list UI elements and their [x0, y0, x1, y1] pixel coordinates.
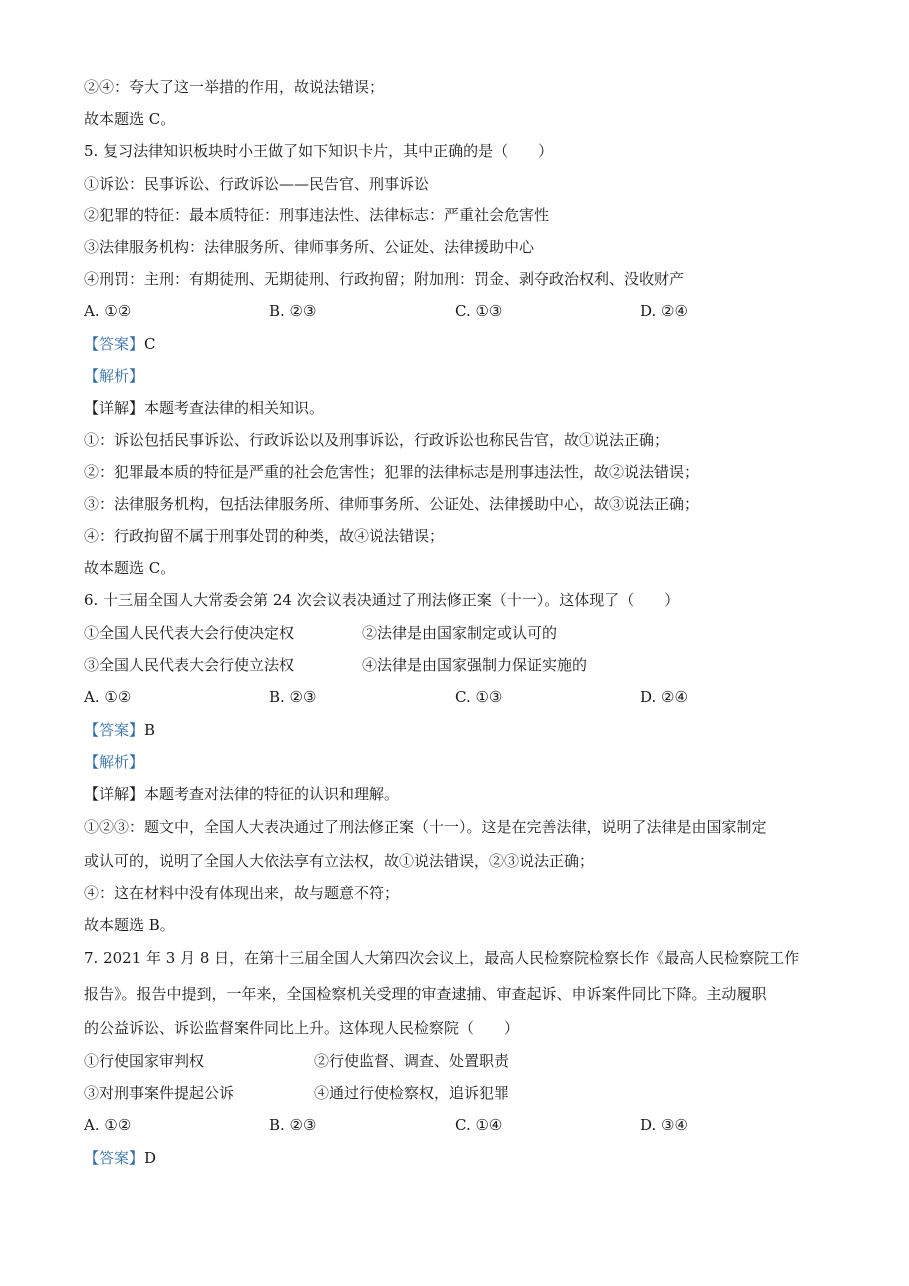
option-b: B. ②③ [269, 1116, 317, 1134]
statement: ②犯罪的特征：最本质特征：刑事违法性、法律标志：严重社会危害性 [84, 206, 550, 224]
explanation: 或认可的，说明了全国人大依法享有立法权，故①说法错误，②③说法正确； [84, 852, 595, 870]
option-c: C. ①④ [455, 1116, 503, 1134]
explanation: ③：法律服务机构，包括法律服务所、律师事务所、公证处、法律援助中心，故③说法正确； [84, 495, 700, 513]
conclusion: 故本题选 C。 [84, 559, 176, 577]
detail-line [84, 398, 324, 418]
explanation: ①：诉讼包括民事诉讼、行政诉讼以及刑事诉讼，行政诉讼也称民告官，故①说法正确； [84, 431, 670, 449]
question-7-stem: 报告》。报告中提到，一年来，全国检察机关受理的审查逮捕、审查起诉、申诉案件同比下降。主动履职 [84, 985, 767, 1003]
text-line: 故本题选 C。 [84, 110, 176, 128]
option-b: B. ②③ [269, 688, 317, 706]
explanation: ④：这在材料中没有体现出来，故与题意不符； [84, 884, 400, 902]
explanation: ①②③：题文中，全国人大表决通过了刑法修正案（十一）。这是在完善法律，说明了法律是由国家制定 [84, 818, 767, 836]
answer-value: C [144, 335, 156, 353]
detail-line [84, 784, 399, 804]
option-a: A. ①② [84, 302, 132, 320]
conclusion: 故本题选 B。 [84, 916, 175, 934]
detail-tag: 【详解】 [84, 399, 145, 417]
question-6-stem: 6. 十三届全国人大常委会第 24 次会议表决通过了刑法修正案（十一）。这体现了（ ） [84, 591, 680, 609]
answer-value: D [144, 1149, 157, 1167]
answer-line [84, 1148, 156, 1168]
statement: ②行使监督、调查、处置职责 [314, 1052, 510, 1070]
answer-tag: 【答案】 [84, 721, 145, 739]
statement: ③对刑事案件提起公诉 [84, 1084, 235, 1102]
answer-tag: 【答案】 [84, 335, 145, 353]
option-c: C. ①③ [455, 302, 503, 320]
detail-text: 本题考查法律的相关知识。 [144, 399, 325, 417]
analysis-tag: 【解析】 [84, 367, 145, 385]
statement: ④刑罚：主刑：有期徒刑、无期徒刑、行政拘留；附加刑：罚金、剥夺政治权利、没收财产 [84, 270, 685, 288]
question-5-stem: 5. 复习法律知识板块时小王做了如下知识卡片，其中正确的是（ ） [84, 142, 554, 160]
detail-tag: 【详解】 [84, 785, 145, 803]
answer-line [84, 334, 156, 354]
statement: ④法律是由国家强制力保证实施的 [362, 656, 588, 674]
explanation: ④：行政拘留不属于刑事处罚的种类，故④说法错误； [84, 527, 445, 545]
option-d: D. ②④ [640, 302, 688, 320]
analysis-tag: 【解析】 [84, 753, 145, 771]
statement: ①诉讼：民事诉讼、行政诉讼——民告官、刑事诉讼 [84, 175, 430, 193]
option-a: A. ①② [84, 1116, 132, 1134]
option-d: D. ③④ [640, 1116, 688, 1134]
option-d: D. ②④ [640, 688, 688, 706]
text-line: ②④：夸大了这一举措的作用，故说法错误； [84, 78, 385, 96]
statement: ①全国人民代表大会行使决定权 [84, 624, 295, 642]
answer-value: B [144, 721, 156, 739]
option-c: C. ①③ [455, 688, 503, 706]
answer-tag: 【答案】 [84, 1149, 145, 1167]
statement: ④通过行使检察权，追诉犯罪 [314, 1084, 510, 1102]
explanation: ②：犯罪最本质的特征是严重的社会危害性；犯罪的法律标志是刑事违法性，故②说法错误； [84, 463, 700, 481]
statement: ③法律服务机构：法律服务所、律师事务所、公证处、法律援助中心 [84, 238, 535, 256]
option-a: A. ①② [84, 688, 132, 706]
option-b: B. ②③ [269, 302, 317, 320]
question-7-stem: 的公益诉讼、诉讼监督案件同比上升。这体现人民检察院（ ） [84, 1019, 520, 1037]
answer-line [84, 720, 155, 740]
statement: ③全国人民代表大会行使立法权 [84, 656, 295, 674]
question-7-stem: 7. 2021 年 3 月 8 日，在第十三届全国人大第四次会议上，最高人民检察院检察长作《最高人民检察院工作 [84, 949, 800, 967]
statement: ②法律是由国家制定或认可的 [362, 624, 558, 642]
statement: ①行使国家审判权 [84, 1052, 205, 1070]
detail-text: 本题考查对法律的特征的认识和理解。 [144, 785, 400, 803]
